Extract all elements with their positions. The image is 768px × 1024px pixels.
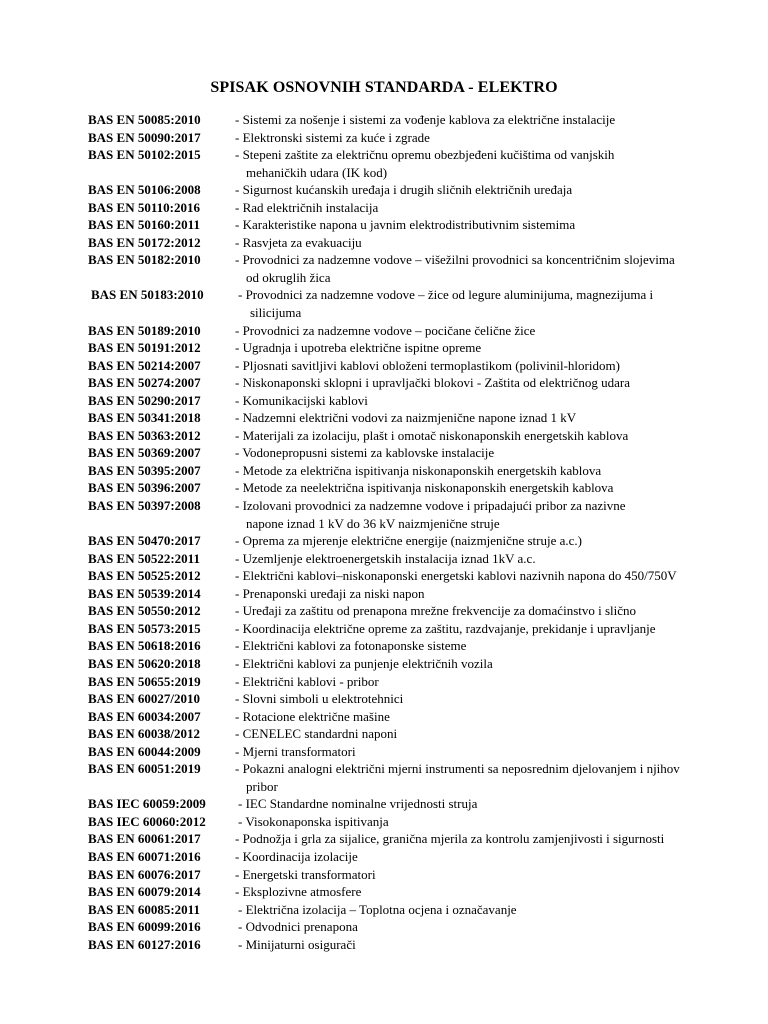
standard-entry: [88, 813, 728, 831]
standard-description-continued: mehaničkih udara (IK kod): [246, 164, 388, 180]
standard-code: BAS EN 50106:2008: [88, 182, 201, 198]
standard-entry: [88, 620, 728, 638]
standard-description: - Izolovani provodnici za nadzemne vodove i pripadajući pribor za nazivne: [235, 498, 626, 514]
standard-description-continued: silicijuma: [250, 305, 302, 321]
standard-code: BAS EN 50470:2017: [88, 533, 201, 549]
standard-entry: [88, 602, 728, 620]
standard-description: - Metode za električna ispitivanja niskonaponskih energetskih kablova: [235, 462, 602, 478]
standard-description: - IEC Standardne nominalne vrijednosti struja: [238, 796, 478, 812]
standard-entry: [88, 725, 728, 743]
standard-description: - Mjerni transformatori: [235, 743, 356, 759]
standard-code: BAS EN 50395:2007: [88, 462, 201, 478]
standard-code: BAS EN 50110:2016: [88, 199, 200, 215]
standard-code: BAS EN 50214:2007: [88, 357, 201, 373]
standard-description: - Elektronski sistemi za kuće i zgrade: [235, 129, 430, 145]
standard-code: BAS IEC 60060:2012: [88, 813, 206, 829]
standard-code: BAS EN 50396:2007: [88, 480, 201, 496]
standard-entry: [88, 655, 728, 673]
standard-entry: [88, 251, 728, 286]
standard-entry: [88, 901, 728, 919]
standard-description: - Provodnici za nadzemne vodove – žice od legure aluminijuma, magnezijuma i: [238, 287, 654, 303]
standard-description: - Rotacione električne mašine: [235, 708, 390, 724]
standard-description: - Električni kablovi - pribor: [235, 673, 379, 689]
standard-description: - Koordinacija izolacije: [235, 848, 358, 864]
standard-entry: [88, 427, 728, 445]
standard-entry: [88, 883, 728, 901]
standard-entry: [88, 234, 728, 252]
standard-code: BAS EN 60061:2017: [88, 831, 201, 847]
standard-entry: [88, 690, 728, 708]
standard-description-continued: od okruglih žica: [246, 269, 331, 285]
standard-entry: [88, 479, 728, 497]
standard-code: BAS EN 50290:2017: [88, 392, 201, 408]
standard-code: BAS EN 60099:2016: [88, 919, 201, 935]
standard-description: - Uzemljenje elektroenergetskih instalacija iznad 1kV a.c.: [235, 550, 536, 566]
standard-description: - Stepeni zaštite za električnu opremu obezbjeđeni kučištima od vanjskih: [235, 147, 615, 163]
standard-entry: [88, 357, 728, 375]
standard-code: BAS EN 60071:2016: [88, 848, 201, 864]
standard-entry: [88, 866, 728, 884]
standard-code: BAS EN 60076:2017: [88, 866, 201, 882]
standard-entry: [88, 532, 728, 550]
standard-code: BAS EN 50363:2012: [88, 427, 201, 443]
standard-description: - Pokazni analogni električni mjerni instrumenti sa neposrednim djelovanjem i njihov: [235, 761, 680, 777]
standard-code: BAS EN 50525:2012: [88, 568, 201, 584]
standard-description: - Eksplozivne atmosfere: [235, 884, 362, 900]
standard-description: - Sigurnost kućanskih uređaja i drugih sličnih električnih uređaja: [235, 182, 573, 198]
standard-entry: [88, 637, 728, 655]
standard-description: - Materijali za izolaciju, plašt i omotač niskonaponskih energetskih kablova: [235, 427, 629, 443]
standard-code: BAS EN 50539:2014: [88, 585, 201, 601]
standard-code: BAS EN 50274:2007: [88, 375, 201, 391]
standard-entry: [88, 830, 728, 848]
standard-code: BAS EN 60027/2010: [88, 691, 200, 707]
standard-code: BAS IEC 60059:2009: [88, 796, 206, 812]
standard-entry: [88, 708, 728, 726]
standard-entry: [88, 374, 728, 392]
standard-code: BAS EN 50102:2015: [88, 147, 201, 163]
standard-entry: [88, 585, 728, 603]
standard-entry: [88, 673, 728, 691]
standard-code: BAS EN 60034:2007: [88, 708, 201, 724]
standard-entry: [88, 567, 728, 585]
standard-entry: [88, 181, 728, 199]
standard-code: BAS EN 50191:2012: [88, 340, 201, 356]
standard-code: BAS EN 50090:2017: [88, 129, 201, 145]
standard-description: - Električna izolacija – Toplotna ocjena i označavanje: [238, 901, 517, 917]
standard-entry: [88, 936, 728, 954]
standard-code: BAS EN 50182:2010: [88, 252, 201, 268]
standard-code: BAS EN 50397:2008: [88, 498, 201, 514]
standard-code: BAS EN 60038/2012: [88, 726, 200, 742]
standard-description: - Uređaji za zaštitu od prenapona mrežne frekvencije za domaćinstvo i slično: [235, 603, 637, 619]
standard-description: - Minijaturni osigurači: [238, 936, 356, 952]
standard-description: - Koordinacija električne opreme za zaštitu, razdvajanje, prekidanje i upravljanje: [235, 620, 656, 636]
standard-entry: [88, 392, 728, 410]
standard-description: - Nadzemni električni vodovi za naizmjenične napone iznad 1 kV: [235, 410, 577, 426]
standard-entry: [88, 322, 728, 340]
standard-description: - Ugradnja i upotreba električne ispitne opreme: [235, 340, 482, 356]
standard-description: - Niskonaponski sklopni i upravljački blokovi - Zaštita od električnog udara: [235, 375, 630, 391]
standard-entry: [88, 743, 728, 761]
standard-description: - Rad električnih instalacija: [235, 199, 379, 215]
standard-description: - Metode za neelektrična ispitivanja niskonaponskih energetskih kablova: [235, 480, 614, 496]
standard-code: BAS EN 50550:2012: [88, 603, 201, 619]
standard-code: BAS EN 50620:2018: [88, 655, 201, 671]
standard-code: BAS EN 50341:2018: [88, 410, 201, 426]
standard-description: - Provodnici za nadzemne vodove – pocičane čelične žice: [235, 322, 536, 338]
standard-description: - Energetski transformatori: [235, 866, 376, 882]
standard-entry: [88, 339, 728, 357]
standard-entry: [88, 286, 728, 321]
page-title: SPISAK OSNOVNIH STANDARDA - ELEKTRO: [210, 79, 558, 96]
standard-code: BAS EN 50183:2010: [91, 287, 204, 303]
standard-code: BAS EN 50618:2016: [88, 638, 201, 654]
standard-code: BAS EN 60044:2009: [88, 743, 201, 759]
standard-entry: [88, 111, 728, 129]
standard-description: - Električni kablovi–niskonaponski energetski kablovi nazivnih napona do 450/750V: [235, 568, 677, 584]
standard-code: BAS EN 60079:2014: [88, 884, 201, 900]
standard-description: - Provodnici za nadzemne vodove – višežilni provodnici sa koncentričnim slojevima: [235, 252, 675, 268]
standard-entry: [88, 848, 728, 866]
standard-entry: [88, 199, 728, 217]
standard-entry: [88, 795, 728, 813]
standard-description: - Prenaponski uređaji za niski napon: [235, 585, 425, 601]
standard-description: - Električni kablovi za fotonaponske sisteme: [235, 638, 467, 654]
standard-description: - Električni kablovi za punjenje električnih vozila: [235, 655, 493, 671]
standard-entry: [88, 550, 728, 568]
standard-description: - Odvodnici prenapona: [238, 919, 358, 935]
standard-description: - Pljosnati savitljivi kablovi obloženi termoplastikom (polivinil-hloridom): [235, 357, 620, 373]
standard-code: BAS EN 50189:2010: [88, 322, 201, 338]
standard-code: BAS EN 60085:2011: [88, 901, 200, 917]
standard-description: - Rasvjeta za evakuaciju: [235, 234, 362, 250]
standard-description-continued: napone iznad 1 kV do 36 kV naizmjenične struje: [246, 515, 500, 531]
standard-entry: [88, 216, 728, 234]
standard-code: BAS EN 50085:2010: [88, 112, 201, 127]
standard-description: - Oprema za mjerenje električne energije (naizmjenične struje a.c.): [235, 533, 582, 549]
standard-description: - CENELEC standardni naponi: [235, 726, 398, 742]
standard-entry: [88, 462, 728, 480]
standard-code: BAS EN 50655:2019: [88, 673, 201, 689]
standard-code: BAS EN 50172:2012: [88, 234, 201, 250]
standard-description-continued: pribor: [246, 778, 278, 794]
standard-entry: [88, 760, 728, 795]
standard-code: BAS EN 50369:2007: [88, 445, 201, 461]
standard-code: BAS EN 50522:2011: [88, 550, 200, 566]
standard-code: BAS EN 60051:2019: [88, 761, 201, 777]
standard-entry: [88, 129, 728, 147]
standard-description: - Visokonaponska ispitivanja: [238, 813, 389, 829]
standard-entry: [88, 444, 728, 462]
standard-description: - Vodonepropusni sistemi za kablovske instalacije: [235, 445, 495, 461]
standard-entry: [88, 146, 728, 181]
standard-description: - Slovni simboli u elektrotehnici: [235, 691, 404, 707]
standards-list: [88, 111, 728, 953]
standard-entry: [88, 497, 728, 532]
standard-code: BAS EN 60127:2016: [88, 936, 201, 952]
standard-description: - Podnožja i grla za sijalice, granična mjerila za kontrolu zamjenjivosti i sigurnosti: [235, 831, 665, 847]
standard-description: - Komunikacijski kablovi: [235, 392, 368, 408]
standard-entry: [88, 409, 728, 427]
standard-description: - Sistemi za nošenje i sistemi za vođenje kablova za električne instalacije: [235, 112, 616, 127]
standard-code: BAS EN 50573:2015: [88, 620, 201, 636]
standard-description: - Karakteristike napona u javnim elektrodistributivnim sistemima: [235, 217, 576, 233]
standard-entry: [88, 918, 728, 936]
standard-code: BAS EN 50160:2011: [88, 217, 200, 233]
